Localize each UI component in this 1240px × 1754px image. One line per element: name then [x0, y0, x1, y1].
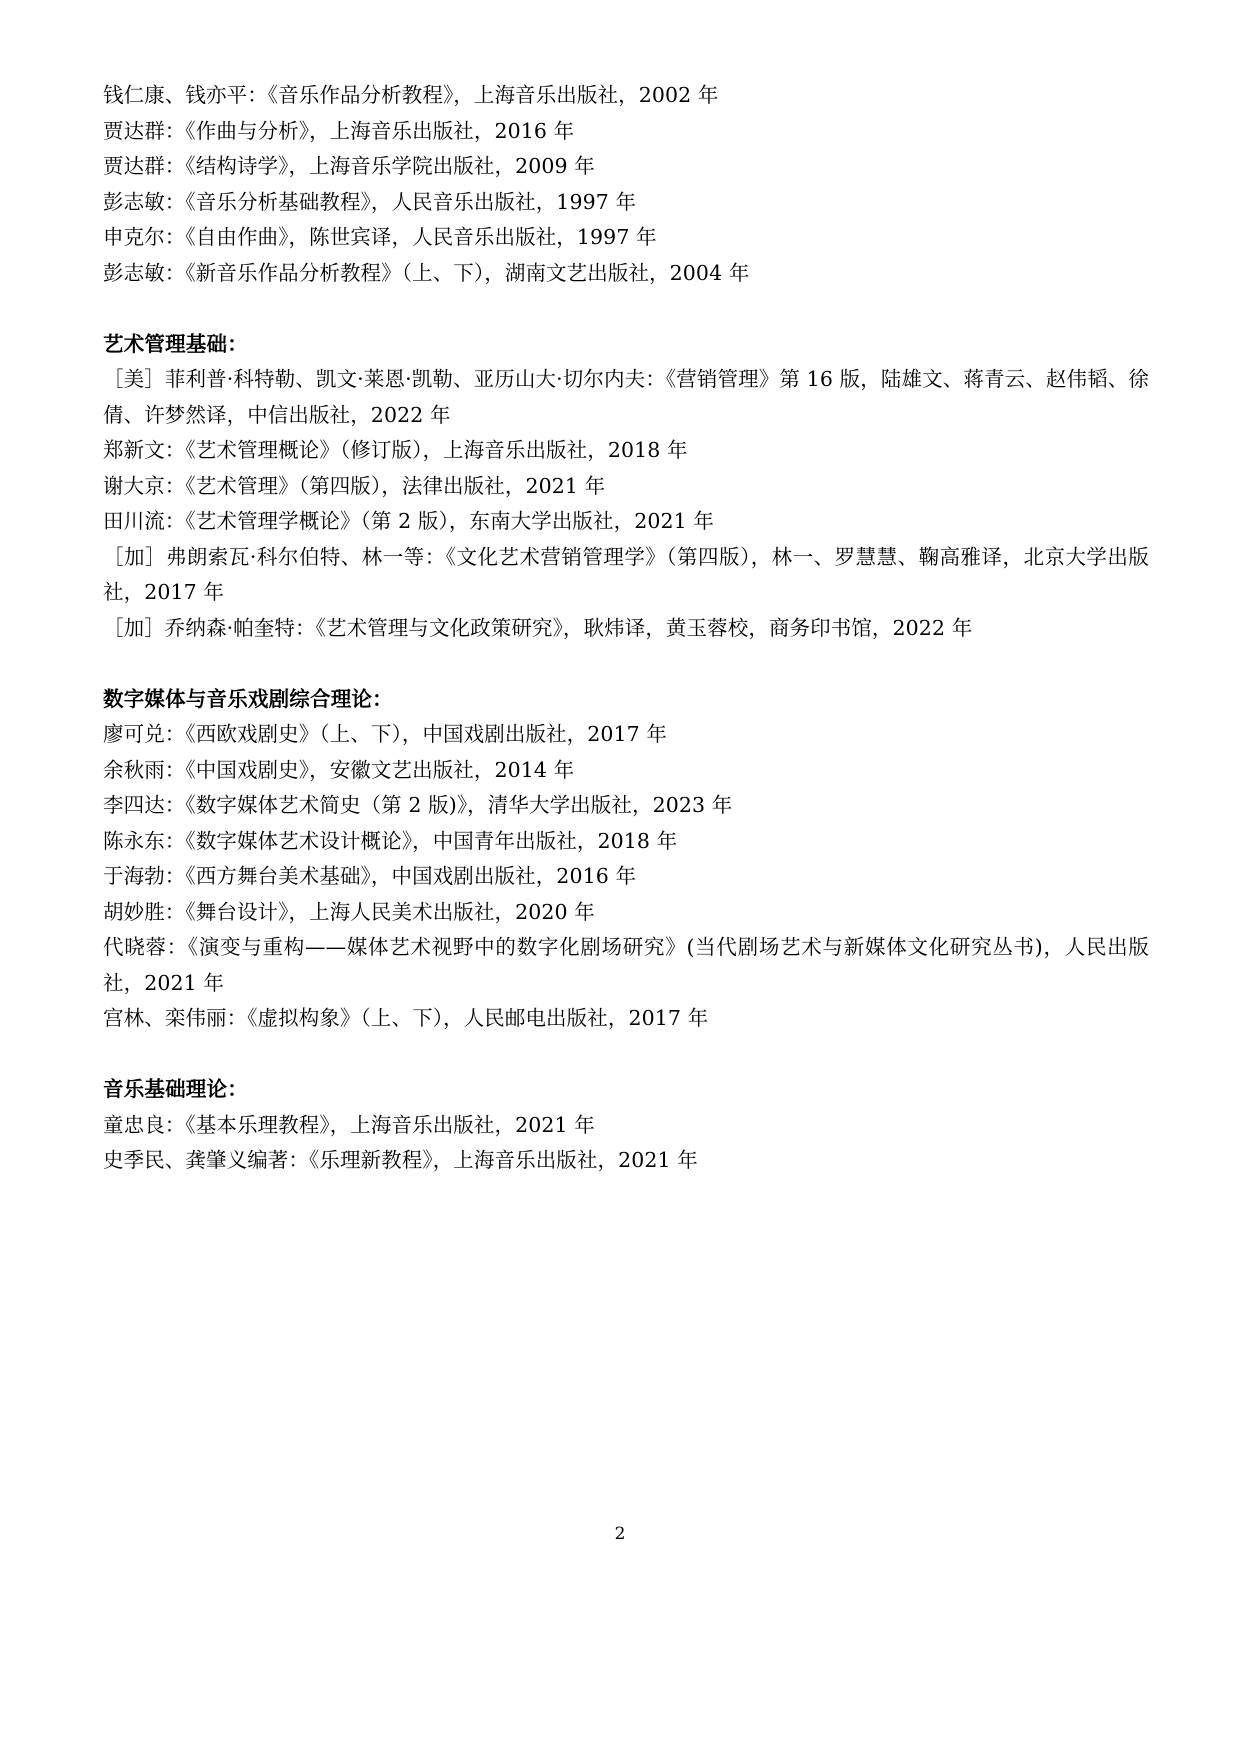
reference-item: 于海勃：《西方舞台美术基础》，中国戏剧出版社，2016 年: [103, 864, 637, 888]
reference-item: 钱仁康、钱亦平：《音乐作品分析教程》，上海音乐出版社，2002 年: [103, 83, 719, 107]
reference-item: 胡妙胜：《舞台设计》，上海人民美术出版社，2020 年: [103, 899, 595, 924]
reference-item: 史季民、龚肇义编著：《乐理新教程》，上海音乐出版社，2021 年: [103, 1148, 698, 1172]
section-heading-digital-media: 数字媒体与音乐戏剧综合理论：: [103, 686, 393, 711]
reference-item: 宫林、栾伟丽：《虚拟构象》（上、下），人民邮电出版社，2017 年: [103, 1006, 709, 1030]
section-spacer: [103, 1037, 1149, 1073]
reference-item: 贾达群：《结构诗学》，上海音乐学院出版社，2009 年: [103, 154, 595, 178]
reference-item: 田川流：《艺术管理学概论》（第 2 版），东南大学出版社，2021 年: [103, 509, 715, 533]
reference-item: 李四达：《数字媒体艺术简史（第 2 版)》，清华大学出版社，2023 年: [103, 793, 733, 817]
reference-item: 彭志敏：《新音乐作品分析教程》（上、下），湖南文艺出版社，2004 年: [103, 260, 750, 285]
reference-list-music-analysis: [103, 78, 1149, 291]
reference-item: 陈永东：《数字媒体艺术设计概论》，中国青年出版社，2018 年: [103, 828, 678, 853]
document-body: [103, 78, 1149, 1179]
reference-item: 贾达群：《作曲与分析》，上海音乐出版社，2016 年: [103, 118, 575, 143]
reference-item: 申克尔：《自由作曲》，陈世宾译，人民音乐出版社，1997 年: [103, 225, 657, 249]
reference-item: ［加］弗朗索瓦·科尔伯特、林一等：《文化艺术营销管理学》（第四版），林一、罗慧慧、鞠高雅译，北京大学出版社，2017 年: [103, 544, 1149, 604]
reference-item: ［加］乔纳森·帕奎特：《艺术管理与文化政策研究》，耿炜译，黄玉蓉校，商务印书馆，2022 年: [103, 615, 973, 640]
section-spacer: [103, 646, 1149, 682]
page-number: 2: [614, 1524, 626, 1544]
reference-item: 童忠良：《基本乐理教程》，上海音乐出版社，2021 年: [103, 1112, 595, 1137]
reference-item: 郑新文：《艺术管理概论》（修订版），上海音乐出版社，2018 年: [103, 438, 688, 462]
reference-item: 余秋雨：《中国戏剧史》，安徽文艺出版社，2014 年: [103, 757, 575, 782]
reference-item: 廖可兑：《西欧戏剧史》（上、下），中国戏剧出版社，2017 年: [103, 722, 668, 746]
section-heading-music-theory: 音乐基础理论：: [103, 1077, 248, 1101]
reference-item: 彭志敏：《音乐分析基础教程》，人民音乐出版社，1997 年: [103, 189, 637, 214]
section-heading-arts-management: 艺术管理基础：: [103, 331, 248, 356]
reference-item: ［美］菲利普·科特勒、凯文·莱恩·凯勒、亚历山大·切尔内夫：《营销管理》第 16 版，陆雄文、蒋青云、赵伟韬、徐倩、许梦然译，中信出版社，2022 年: [103, 367, 1149, 427]
section-spacer: [103, 291, 1149, 327]
reference-list-digital-media: [103, 717, 1149, 1037]
reference-item: 代晓蓉：《演变与重构——媒体艺术视野中的数字化剧场研究》(当代剧场艺术与新媒体文化研究丛书)，人民出版社，2021 年: [103, 935, 1149, 995]
reference-list-arts-management: [103, 362, 1149, 646]
reference-item: 谢大京：《艺术管理》（第四版），法律出版社，2021 年: [103, 473, 606, 498]
reference-list-music-theory: [103, 1108, 1149, 1179]
